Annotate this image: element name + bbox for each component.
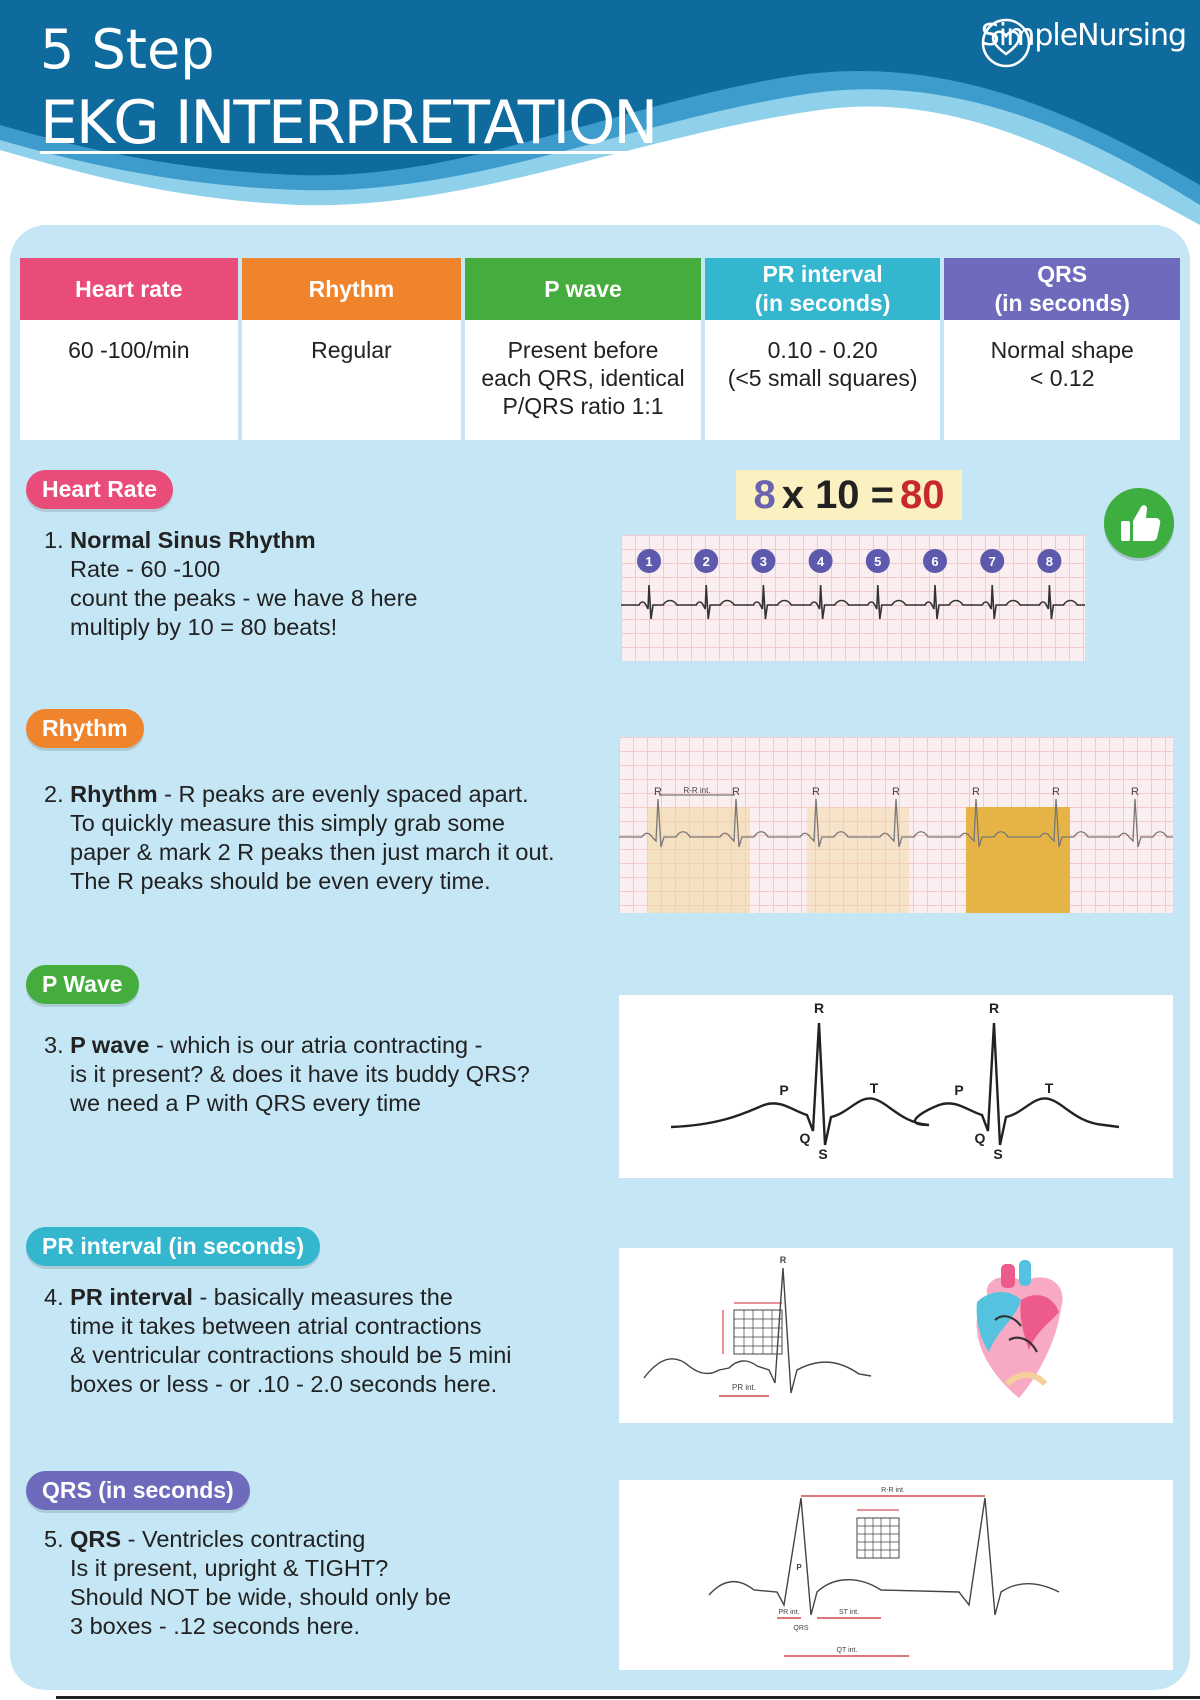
qt-interval-label: QT int. (836, 1647, 858, 1654)
step-title-rest: - Ventricles contracting (121, 1526, 366, 1552)
formula-result: 80 (900, 472, 945, 517)
r-peak-label: R (812, 786, 820, 798)
summary-value: 60 -100/min (68, 337, 190, 363)
summary-heading: P wave (465, 258, 701, 320)
qrs-grid-box (857, 1510, 899, 1558)
step-number: 3. (44, 1032, 64, 1058)
header-banner (0, 0, 1200, 230)
step-title: QRS (70, 1526, 122, 1552)
rhythm-pill: Rhythm (26, 709, 144, 748)
t-wave-label: T (1044, 1080, 1054, 1096)
summary-value: 0.10 - 0.20 (<5 small squares) (727, 337, 918, 391)
step-line: we need a P with QRS every time (70, 1090, 421, 1116)
r-peak-label: R (1052, 786, 1060, 798)
step-line: & ventricular contractions should be 5 mini (70, 1342, 512, 1368)
rhythm-ekg-trace (619, 737, 1173, 913)
p-wave-label: P (779, 1082, 789, 1098)
s-wave-label: S (993, 1146, 1003, 1162)
summary-heading: PR interval (in seconds) (705, 258, 941, 320)
step-number: 5. (44, 1526, 64, 1552)
qrs-p-label: P (796, 1563, 802, 1572)
summary-column-rhythm (242, 258, 462, 440)
pr-interval-waveform (619, 1248, 1173, 1423)
step-title-rest: - which is our atria contracting - (149, 1032, 483, 1058)
step-line: Rate - 60 -100 (70, 556, 221, 582)
peak-number: 5 (874, 554, 882, 569)
thumbs-up-icon (1104, 488, 1174, 558)
step-line: multiply by 10 = 80 beats! (70, 614, 338, 640)
peak-number: 3 (759, 554, 768, 569)
peak-number: 1 (645, 554, 653, 569)
r-peak-label: R (972, 786, 980, 798)
r-wave-label: R (988, 1000, 1000, 1016)
s-wave-label: S (818, 1146, 828, 1162)
formula-peaks: 8 (753, 472, 776, 517)
heart-rate-ekg-trace (621, 535, 1085, 661)
pr-r-label: R (779, 1255, 787, 1265)
heart-rate-formula (736, 470, 962, 520)
r-peak-label: R (1131, 786, 1139, 798)
pr-grid-box (723, 1303, 782, 1354)
step-line: is it present? & does it have its buddy QRS? (70, 1061, 530, 1087)
peak-number: 7 (988, 554, 996, 569)
bottom-rule (56, 1696, 1200, 1699)
summary-column-qrs (944, 258, 1180, 440)
step-number: 1. (44, 527, 64, 553)
summary-heading: QRS (in seconds) (944, 258, 1180, 320)
pr-interval-label: PR int. (778, 1609, 800, 1616)
summary-value: Present before each QRS, identical P/QRS ratio 1:1 (481, 337, 685, 419)
rhythm-text (44, 780, 555, 896)
qrs-label: QRS (793, 1625, 809, 1632)
brand-logo (981, 18, 1186, 53)
step-title: Normal Sinus Rhythm (70, 527, 316, 553)
step-number: 4. (44, 1284, 64, 1310)
qrs-waveform (619, 1480, 1173, 1670)
step-number: 2. (44, 781, 64, 807)
pr-interval-label: PR int. (731, 1383, 757, 1392)
step-title: P wave (70, 1032, 150, 1058)
step-line: To quickly measure this simply grab some (70, 810, 505, 836)
p-wave-text (44, 1031, 530, 1118)
step-line: The R peaks should be even every time. (70, 868, 491, 894)
st-interval-label: ST int. (838, 1609, 860, 1616)
rr-interval-label: R-R int. (881, 1487, 905, 1494)
brand-name: SimpleNursing (980, 18, 1186, 53)
heart-rate-ekg-strip (621, 535, 1085, 661)
pqrst-waveform (619, 995, 1173, 1178)
title-line-1: 5 Step (40, 18, 215, 81)
summary-column-heart-rate (20, 258, 238, 440)
qrs-diagram (619, 1480, 1173, 1670)
qrs-trace-line (709, 1498, 1059, 1615)
rhythm-ekg-strip (619, 737, 1173, 913)
summary-column-pr-interval (705, 258, 941, 440)
step-line: count the peaks - we have 8 here (70, 585, 418, 611)
pr-interval-diagram (619, 1248, 1173, 1423)
heart-rate-pill: Heart Rate (26, 470, 173, 509)
peak-number: 2 (702, 554, 710, 569)
title-line-2: EKG INTERPRETATION (40, 88, 657, 158)
q-wave-label: Q (799, 1130, 811, 1146)
step-line: 3 boxes - .12 seconds here. (70, 1613, 361, 1639)
p-wave-pill: P Wave (26, 965, 139, 1004)
step-line: Should NOT be wide, should only be (70, 1584, 452, 1610)
r-peak-label: R (654, 786, 662, 798)
qrs-text (44, 1525, 451, 1641)
step-line: time it takes between atrial contractions (70, 1313, 482, 1339)
summary-value: Normal shape < 0.12 (990, 337, 1134, 391)
paper-strip-2 (807, 807, 909, 913)
step-title-rest: - R peaks are evenly spaced apart. (157, 781, 529, 807)
p-wave-label: P (954, 1082, 964, 1098)
summary-heading: Rhythm (242, 258, 462, 320)
step-line: Is it present, upright & TIGHT? (70, 1555, 389, 1581)
r-peak-label: R (892, 786, 900, 798)
p-wave-diagram (619, 995, 1173, 1178)
heart-anatomy-icon (977, 1260, 1063, 1398)
heart-rate-text (44, 526, 418, 642)
summary-table (20, 258, 1180, 440)
r-wave-label: R (813, 1000, 825, 1016)
peak-number: 8 (1045, 554, 1054, 569)
t-wave-label: T (869, 1080, 879, 1096)
step-line: boxes or less - or .10 - 2.0 seconds here. (70, 1371, 498, 1397)
step-line: paper & mark 2 R peaks then just march it out. (70, 839, 555, 865)
r-peak-label: R (732, 786, 740, 798)
peak-number: 6 (931, 554, 939, 569)
summary-value: Regular (311, 337, 392, 363)
pr-interval-pill: PR interval (in seconds) (26, 1227, 320, 1266)
q-wave-label: Q (974, 1130, 986, 1146)
qrs-pill: QRS (in seconds) (26, 1471, 250, 1510)
summary-heading: Heart rate (20, 258, 238, 320)
step-title-rest: - basically measures the (192, 1284, 453, 1310)
stethoscope-heart-icon (981, 18, 1031, 68)
step-title: Rhythm (70, 781, 158, 807)
step-title: PR interval (70, 1284, 193, 1310)
rr-interval-label: R-R int. (683, 786, 711, 795)
peak-number: 4 (816, 554, 825, 569)
pr-interval-text (44, 1283, 512, 1399)
formula-multiplier: x 10 = (781, 472, 895, 517)
summary-column-p-wave (465, 258, 701, 440)
pr-trace-line (644, 1268, 871, 1393)
